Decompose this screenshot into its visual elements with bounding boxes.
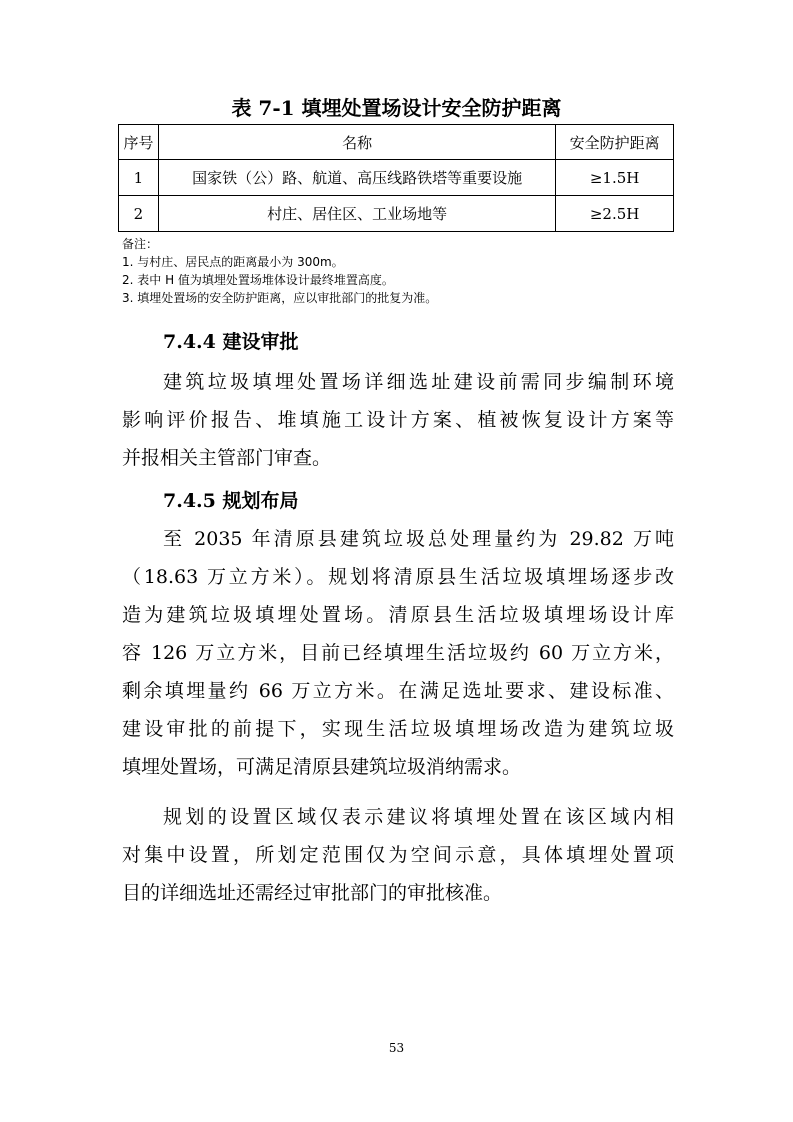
header-name: 名称 — [158, 125, 555, 160]
safety-distance-table — [118, 124, 674, 232]
paragraph-line: 影响评价报告、堆填施工设计方案、植被恢复设计方案等 — [122, 409, 674, 431]
page-number: 53 — [388, 1041, 405, 1055]
paragraph-line: 填埋处置场，可满足清原县建筑垃圾消纳需求。 — [122, 756, 522, 778]
cell-name: 国家铁（公）路、航道、高压线路铁塔等重要设施 — [158, 160, 555, 196]
section-heading-745: 7.4.5 规划布局 — [163, 490, 299, 512]
paragraph-line: 并报相关主管部门审查。 — [122, 447, 332, 469]
paragraph-line: 建筑垃圾填埋处置场详细选址建设前需同步编制环境 — [163, 371, 674, 393]
table-header-row — [119, 125, 674, 160]
paragraph-layout-1 — [122, 520, 674, 786]
paragraph-line: 建设审批的前提下，实现生活垃圾填埋场改造为建筑垃圾 — [122, 718, 674, 740]
paragraph-line: （18.63 万立方米）。规划将清原县生活垃圾填埋场逐步改 — [122, 566, 674, 588]
cell-index: 1 — [119, 160, 159, 196]
paragraph-line: 规划的设置区域仅表示建议将填埋处置在该区域内相 — [163, 806, 674, 828]
cell-name: 村庄、居住区、工业场地等 — [158, 196, 555, 232]
header-index: 序号 — [119, 125, 159, 160]
paragraph-line: 容 126 万立方米，目前已经填埋生活垃圾约 60 万立方米， — [122, 642, 674, 664]
cell-distance: ≥1.5H — [556, 160, 674, 196]
note-item: 2. 表中 H 值为填埋处置场堆体设计最终堆置高度。 — [122, 273, 394, 287]
paragraph-line: 至 2035 年清原县建筑垃圾总处理量约为 29.82 万吨 — [163, 528, 674, 550]
paragraph-layout-2 — [122, 798, 674, 912]
cell-distance: ≥2.5H — [556, 196, 674, 232]
section-heading-744: 7.4.4 建设审批 — [163, 331, 299, 353]
paragraph-approval — [122, 363, 674, 477]
notes-label: 备注： — [122, 237, 159, 251]
table-row — [119, 196, 674, 232]
header-distance: 安全防护距离 — [556, 125, 674, 160]
paragraph-line: 剩余填埋量约 66 万立方米。在满足选址要求、建设标准、 — [122, 680, 674, 702]
table-row — [119, 160, 674, 196]
table-notes — [122, 235, 682, 307]
cell-index: 2 — [119, 196, 159, 232]
paragraph-line: 对集中设置，所划定范围仅为空间示意，具体填埋处置项 — [122, 844, 674, 866]
note-item: 1. 与村庄、居民点的距离最小为 300m。 — [122, 255, 344, 269]
paragraph-line: 目的详细选址还需经过审批部门的审批核准。 — [122, 882, 503, 904]
table-title: 表 7-1 填埋处置场设计安全防护距离 — [231, 96, 562, 120]
paragraph-line: 造为建筑垃圾填埋处置场。清原县生活垃圾填埋场设计库 — [122, 604, 674, 626]
note-item: 3. 填埋处置场的安全防护距离，应以审批部门的批复为准。 — [122, 291, 438, 305]
